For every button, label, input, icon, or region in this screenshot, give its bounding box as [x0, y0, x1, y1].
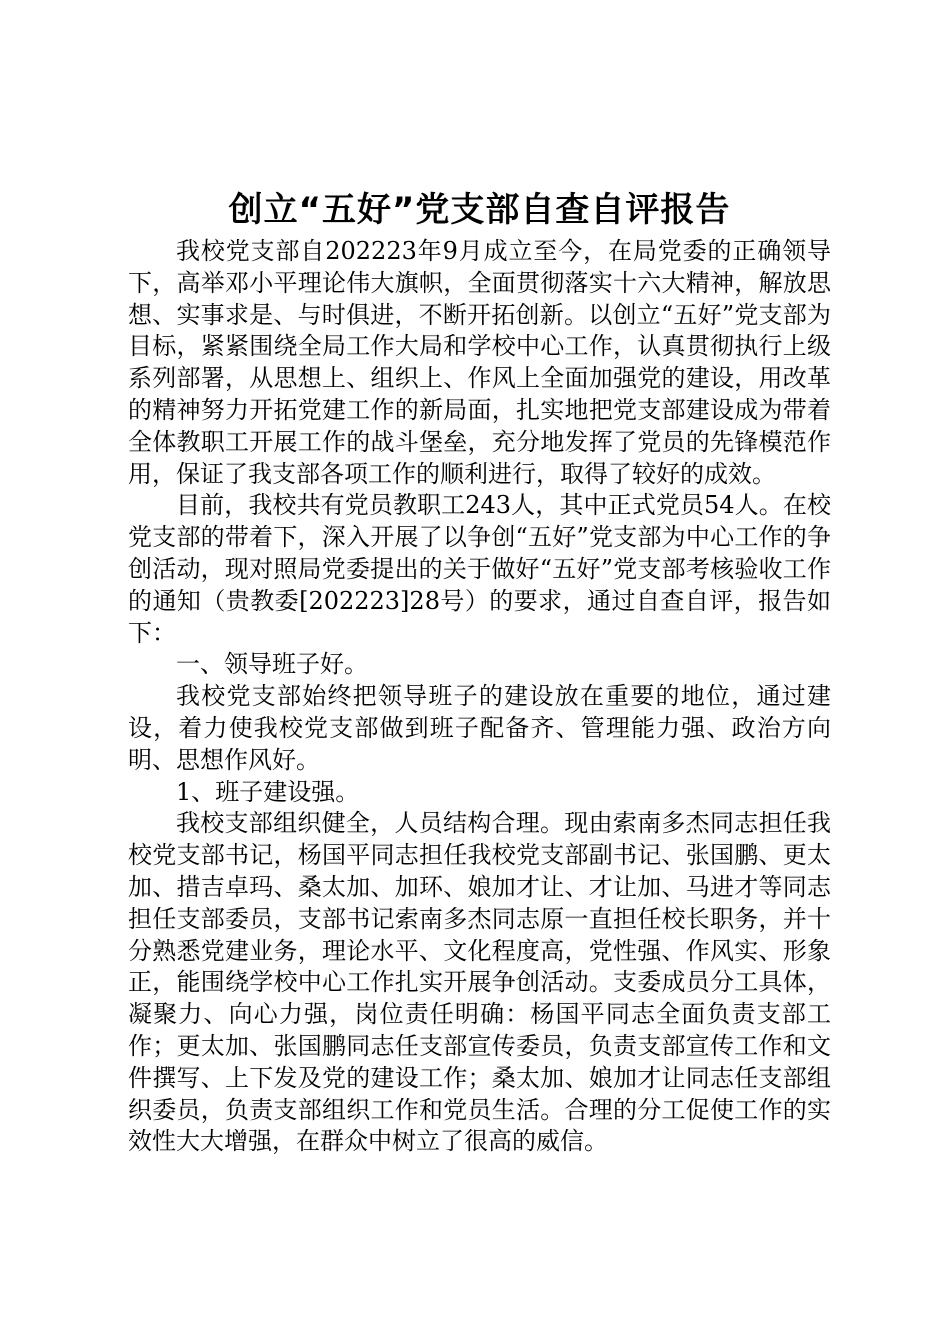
subsection-heading-team: 1、班子建设强。 — [176, 777, 360, 806]
paragraph-leadership: 我校党支部始终把领导班子的建设放在重要的地位，通过建设，着力使我校党支部做到班子配备齐、管理能力强、政治方向明、思想作风好。 — [128, 682, 831, 774]
paragraph-membership: 目前，我校共有党员教职工243人，其中正式党员54人。在校党支部的带着下，深入开展了以争创“五好”党支部为中心工作的争创活动，现对照局党委提出的关于做好“五好”党支部考核验收工作的通知（贵教委[202223]28号）的要求，通过自查自评，报告如下： — [128, 491, 831, 647]
document-title: 创立“五好”党支部自查自评报告 — [228, 190, 731, 230]
paragraph-intro: 我校党支部自202223年9月成立至今，在局党委的正确领导下，高举邓小平理论伟大旗帜，全面贯彻落实十六大精神，解放思想、实事求是、与时俱进，不断开拓创新。以创立“五好”党支部为目标，紧紧围绕全局工作大局和学校中心工作，认真贯彻执行上级系列部署，从思想上、组织上、作风上全面加强党的建设，用改革的精神努力开拓党建工作的新局面，扎实地把党支部建设成为带着全体教职工开展工作的战斗堡垒，充分地发挥了党员的先锋模范作用，保证了我支部各项工作的顺利进行，取得了较好的成效。 — [128, 237, 831, 488]
section-heading-leadership: 一、领导班子好。 — [176, 650, 368, 679]
document-page — [128, 188, 831, 1158]
paragraph-team: 我校支部组织健全，人员结构合理。现由索南多杰同志担任我校党支部书记，杨国平同志担任我校党支部副书记、张国鹏、更太加、措吉卓玛、桑太加、加环、娘加才让、才让加、马进才等同志担任支部委员，支部书记索南多杰同志原一直担任校长职务，并十分熟悉党建业务，理论水平、文化程度高，党性强、作风实、形象正，能围绕学校中心工作扎实开展争创活动。支委成员分工具体，凝聚力、向心力强，岗位责任明确：杨国平同志全面负责支部工作；更太加、张国鹏同志任支部宣传委员，负责支部宣传工作和文件撰写、上下发及党的建设工作；桑太加、娘加才让同志任支部组织委员，负责支部组织工作和党员生活。合理的分工促使工作的实效性大大增强，在群众中树立了很高的威信。 — [128, 809, 831, 1156]
